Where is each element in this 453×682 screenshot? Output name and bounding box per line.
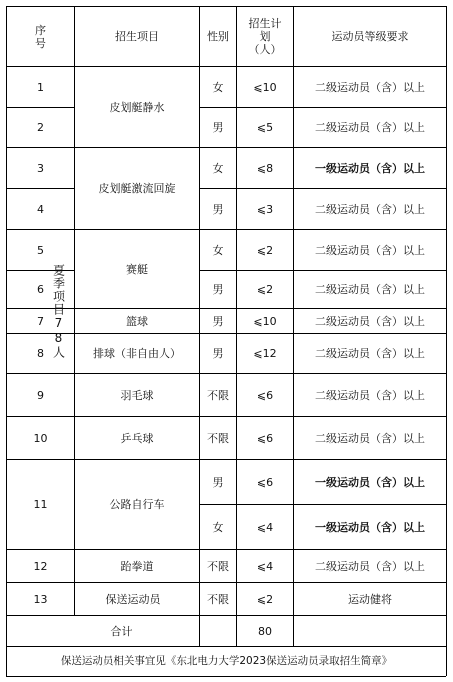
quota-cell: ⩽8 [256,161,274,175]
requirement-cell: 二级运动员（含）以上 [315,388,425,402]
header-seq-text: 序号 [35,23,46,50]
seq-cell: 2 [37,121,44,134]
quota-cell: ⩽10 [253,80,277,94]
project-cell: 赛艇 [126,262,148,276]
requirement-cell: 一级运动员（含）以上 [315,520,425,534]
header-plan-line1: 招生计 [248,17,282,30]
seq-cell: 1 [37,80,44,94]
gender-cell: 女 [212,520,224,534]
quota-cell: ⩽2 [256,592,274,606]
project-cell: 排球（非自由人） [93,347,181,360]
project-cell: 保送运动员 [105,592,161,606]
seq-cell: 10 [33,431,48,445]
seq-cell: 6 [37,283,44,296]
gender-cell: 女 [212,80,224,94]
gender-cell: 男 [212,283,224,296]
total-value: 80 [258,624,272,638]
requirement-cell: 二级运动员（含）以上 [315,431,425,445]
header-plan-line3: （人） [248,43,282,56]
header-plan [237,7,293,66]
requirement-cell: 运动健将 [348,592,392,606]
grid-line [6,676,446,677]
quota-cell: ⩽6 [256,388,274,402]
gender-cell: 男 [212,347,224,360]
project-cell: 皮划艇静水 [109,100,165,114]
gender-cell: 男 [212,475,224,489]
requirement-cell: 二级运动员（含）以上 [315,559,425,573]
gender-cell: 男 [212,121,224,134]
total-label: 合计 [110,624,133,638]
project-cell: 羽毛球 [120,388,154,402]
requirement-cell: 二级运动员（含）以上 [315,347,425,360]
gender-cell: 女 [212,161,224,175]
quota-cell: ⩽6 [256,475,274,489]
quota-cell: ⩽10 [253,314,277,328]
quota-cell: ⩽3 [256,202,274,216]
header-seq [7,7,74,66]
seq-cell: 5 [37,243,44,257]
project-cell: 乒乓球 [120,431,154,445]
seq-cell: 12 [33,559,48,573]
seq-cell: 3 [37,161,44,175]
seq-cell: 8 [37,347,44,360]
project-cell: 公路自行车 [109,498,165,511]
requirement-cell: 二级运动员（含）以上 [315,121,425,134]
seq-cell: 11 [33,498,48,511]
quota-cell: ⩽2 [256,283,274,296]
project-cell: 篮球 [126,314,148,328]
gender-cell: 不限 [207,388,229,402]
gender-cell: 男 [212,202,224,216]
requirement-cell: 二级运动员（含）以上 [315,243,425,257]
seq-cell: 9 [37,388,44,402]
requirement-cell: 一级运动员（含）以上 [315,161,425,175]
gender-cell: 不限 [207,431,229,445]
seq-cell: 7 [37,314,44,328]
project-cell: 跆拳道 [120,559,154,573]
header-gender: 性别 [207,30,229,43]
requirement-cell: 二级运动员（含）以上 [315,283,425,296]
gender-cell: 女 [212,243,224,257]
seq-cell: 13 [33,592,48,606]
requirement-cell: 二级运动员（含）以上 [315,202,425,216]
quota-cell: ⩽5 [256,121,274,134]
quota-cell: ⩽2 [256,243,274,257]
gender-cell: 不限 [207,592,229,606]
requirement-cell: 一级运动员（含）以上 [315,475,425,489]
quota-cell: ⩽12 [253,347,277,360]
project-cell: 皮划艇激流回旋 [98,182,176,195]
gender-cell: 不限 [207,559,229,573]
quota-cell: ⩽6 [256,431,274,445]
header-project: 招生项目 [115,30,159,43]
requirement-cell: 二级运动员（含）以上 [315,314,425,328]
requirement-cell: 二级运动员（含）以上 [315,80,425,94]
grid-line [446,6,447,676]
header-requirement: 运动员等级要求 [331,30,409,43]
footer-note: 保送运动员相关事宜见《东北电力大学2023保送运动员录取招生简章》 [60,655,393,667]
quota-cell: ⩽4 [256,559,274,573]
group-label: 夏季项目78人 [51,263,66,359]
gender-cell: 男 [212,314,224,328]
seq-cell: 4 [37,202,44,216]
quota-cell: ⩽4 [256,520,274,534]
header-plan-line2: 划 [259,30,271,43]
